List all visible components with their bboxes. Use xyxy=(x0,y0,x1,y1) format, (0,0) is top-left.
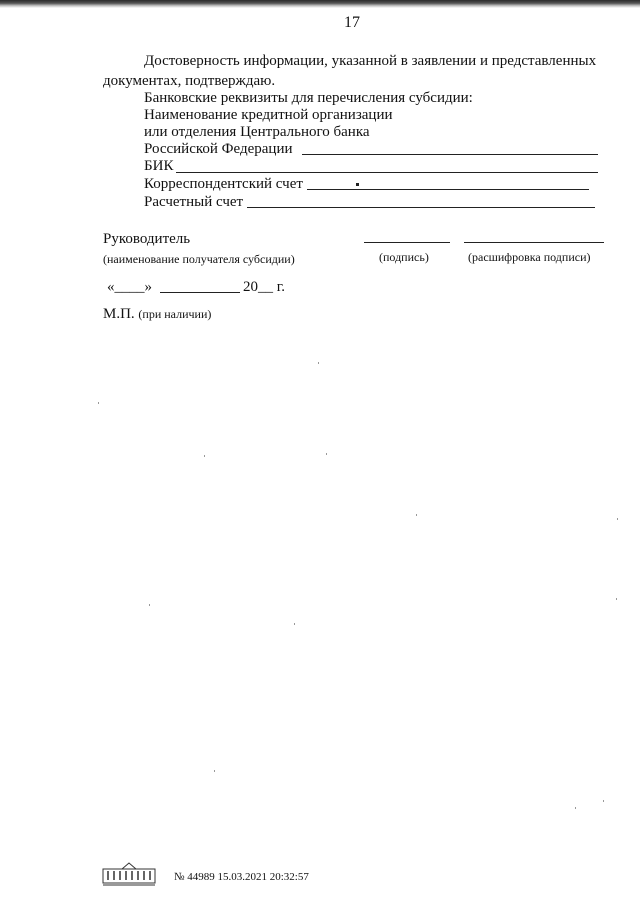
scan-speck xyxy=(603,800,604,802)
scan-speck xyxy=(318,362,319,364)
scan-speck xyxy=(98,402,99,404)
scan-speck xyxy=(294,623,295,625)
registration-stamp: № 44989 15.03.2021 20:32:57 xyxy=(174,871,309,883)
bik-field[interactable] xyxy=(176,172,598,173)
scan-speck xyxy=(617,518,618,520)
scan-speck xyxy=(416,514,417,516)
scan-speck xyxy=(326,453,327,455)
bank-heading: Банковские реквизиты для перечисления субсидии: xyxy=(144,90,473,106)
stamp-note: (при наличии) xyxy=(138,307,212,321)
page-number: 17 xyxy=(344,14,360,31)
decode-caption: (расшифровка подписи) xyxy=(468,250,591,264)
bank-name-line-2: или отделения Центрального банка xyxy=(144,124,370,140)
corr-account-field[interactable] xyxy=(307,189,589,190)
stamp-label xyxy=(103,306,211,323)
scan-speck xyxy=(204,455,205,457)
stamp-mp: М.П. xyxy=(103,306,135,322)
signature-decode-field[interactable] xyxy=(464,242,604,243)
account-label: Расчетный счет xyxy=(144,194,244,210)
sign-caption: (подпись) xyxy=(379,250,429,264)
scan-speck xyxy=(616,598,617,600)
scan-speck xyxy=(214,770,215,772)
confirmation-line-1: Достоверность информации, указанной в заявлении и представленных xyxy=(144,53,597,69)
date-month-field[interactable] xyxy=(160,292,240,293)
confirmation-line-2: документах, подтверждаю. xyxy=(103,73,276,89)
head-label: Руководитель xyxy=(103,231,191,247)
bank-name-line-3: Российской Федерации xyxy=(144,141,293,157)
scan-edge xyxy=(0,0,640,8)
corr-account-label: Корреспондентский счет xyxy=(144,176,303,192)
scan-speck xyxy=(575,807,576,809)
signature-field[interactable] xyxy=(364,242,450,243)
registry-emblem-icon xyxy=(100,862,158,886)
date-day: «____» xyxy=(107,279,152,295)
scan-speck xyxy=(149,604,150,606)
account-field[interactable] xyxy=(247,207,595,208)
bank-name-line-1: Наименование кредитной организации xyxy=(144,107,393,123)
footer xyxy=(100,862,309,886)
recipient-caption: (наименование получателя субсидии) xyxy=(103,252,295,266)
bank-name-field[interactable] xyxy=(302,154,598,155)
date-year: 20__ г. xyxy=(243,279,285,295)
bik-label: БИК xyxy=(144,158,174,174)
scan-speck xyxy=(356,183,359,186)
